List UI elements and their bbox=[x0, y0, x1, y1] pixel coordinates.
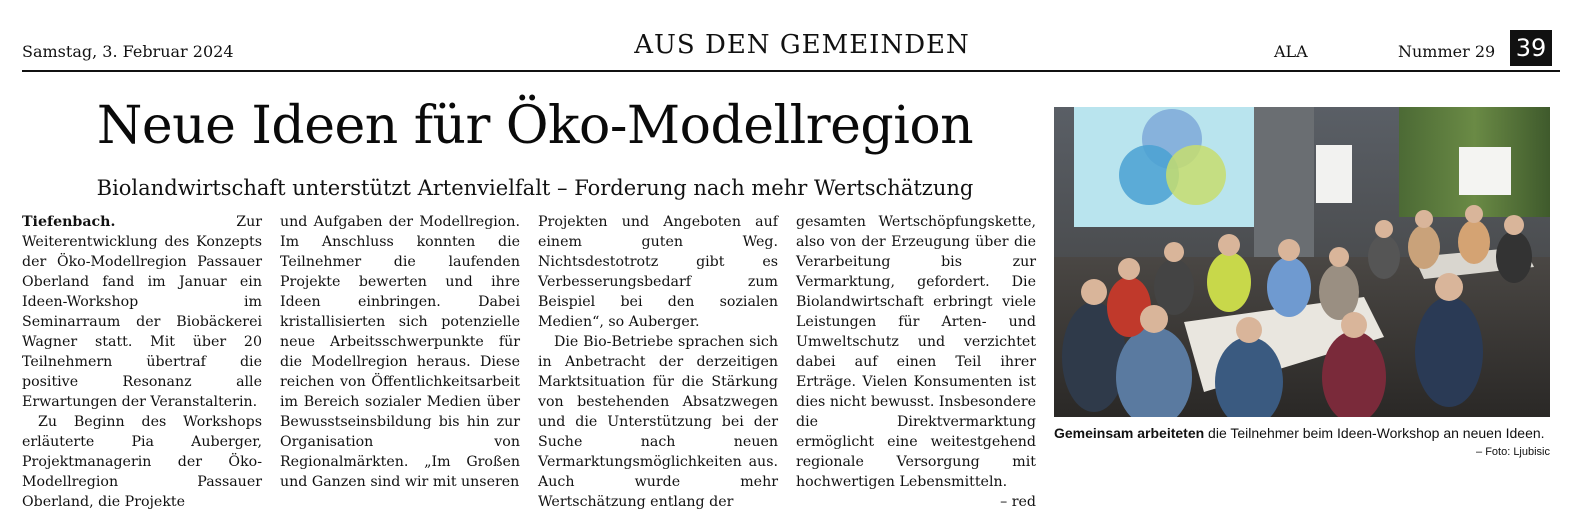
section-title: AUS DEN GEMEINDEN bbox=[634, 30, 970, 60]
issue-date: Samstag, 3. Februar 2024 bbox=[22, 42, 234, 61]
article-column-1 bbox=[22, 212, 262, 512]
article-paragraph: Zu Beginn des Workshops erläuterte Pia Auberger, Projektmanagerin der Öko-Modellregion Passauer Oberland, die Projekte bbox=[22, 414, 262, 510]
article-paragraph: Die Bio-Betriebe sprachen sich in Anbetracht der derzeitigen Marktsituation für die Stärkung von bestehenden Absatzwegen und die Unterstützung bei der Suche nach neuen Vermarktungsmöglichkeiten aus. Auch wurde mehr Wertschätzung entlang der bbox=[538, 334, 778, 510]
article-column-3 bbox=[538, 212, 778, 512]
page-header bbox=[22, 28, 1560, 72]
photo-caption bbox=[1054, 424, 1552, 443]
article-photo bbox=[1054, 107, 1550, 417]
article-paragraph: Projekten und Angeboten auf einem guten Weg. Nichtsdestotrotz gibt es Verbesserungsbedarf zum Beispiel bei den sozialen Medien“, so Auberger. bbox=[538, 214, 778, 330]
caption-lead: Gemeinsam arbeiteten bbox=[1054, 425, 1205, 441]
article-subheadline: Biolandwirtschaft unterstützt Artenvielfalt – Forderung nach mehr Wertschätzung bbox=[96, 176, 974, 200]
paragraph-text: Zur Weiterentwicklung des Konzepts der Öko-Modellregion Passauer Oberland fand im Januar ein Ideen-Workshop im Seminarraum der Biobäckerei Wagner statt. Mit über 20 Teilnehmern übertraf die positive Resonanz alle Erwartungen der Veranstalterin. bbox=[22, 214, 262, 410]
workshop-photo-illustration bbox=[1054, 107, 1550, 417]
paragraph-text: gesamten Wertschöpfungskette, also von der Erzeugung über die Verarbeitung bis zur Vermarktung, gefordert. Die Biolandwirtschaft erbringt viele Leistungen für Arten- und Umweltschutz und verzichtet dabei auf einen Teil ihrer Erträge. Vielen Konsumenten ist dies nicht bewusst. Insbesondere die Direktvermarktung ermöglicht eine weitestgehend regionale Versorgung mit hochwertigen Lebensmitteln. bbox=[796, 214, 1036, 490]
article-headline: Neue Ideen für Öko-Modellregion bbox=[96, 96, 974, 156]
article-paragraph bbox=[22, 212, 262, 412]
dateline: Tiefenbach. bbox=[22, 214, 116, 230]
article-column-4 bbox=[796, 212, 1036, 512]
page-number: 39 bbox=[1510, 30, 1552, 66]
photo-credit: – Foto: Ljubisic bbox=[1476, 446, 1550, 458]
article-paragraph: und Aufgaben der Modellregion. Im Anschluss konnten die Teilnehmer die laufenden Projekte bewerten und ihre Ideen einbringen. Dabei kristallisierten sich potenzielle neue Arbeitsschwerpunkte für die Modellregion heraus. Diese reichen von Öffentlichkeitsarbeit im Bereich sozialer Medien über Bewusstseinsbildung bis hin zur Organisation von Regionalmärkten. „Im Großen und Ganzen sind wir mit unseren bbox=[280, 214, 520, 490]
issue-number: Nummer 29 bbox=[1398, 42, 1496, 61]
article-column-2 bbox=[280, 212, 520, 492]
author-signoff: – red bbox=[1000, 494, 1036, 510]
article-paragraph bbox=[796, 212, 1036, 510]
caption-text: die Teilnehmer beim Ideen-Workshop an neuen Ideen. bbox=[1204, 425, 1545, 441]
edition-label: ALA bbox=[1274, 42, 1308, 61]
